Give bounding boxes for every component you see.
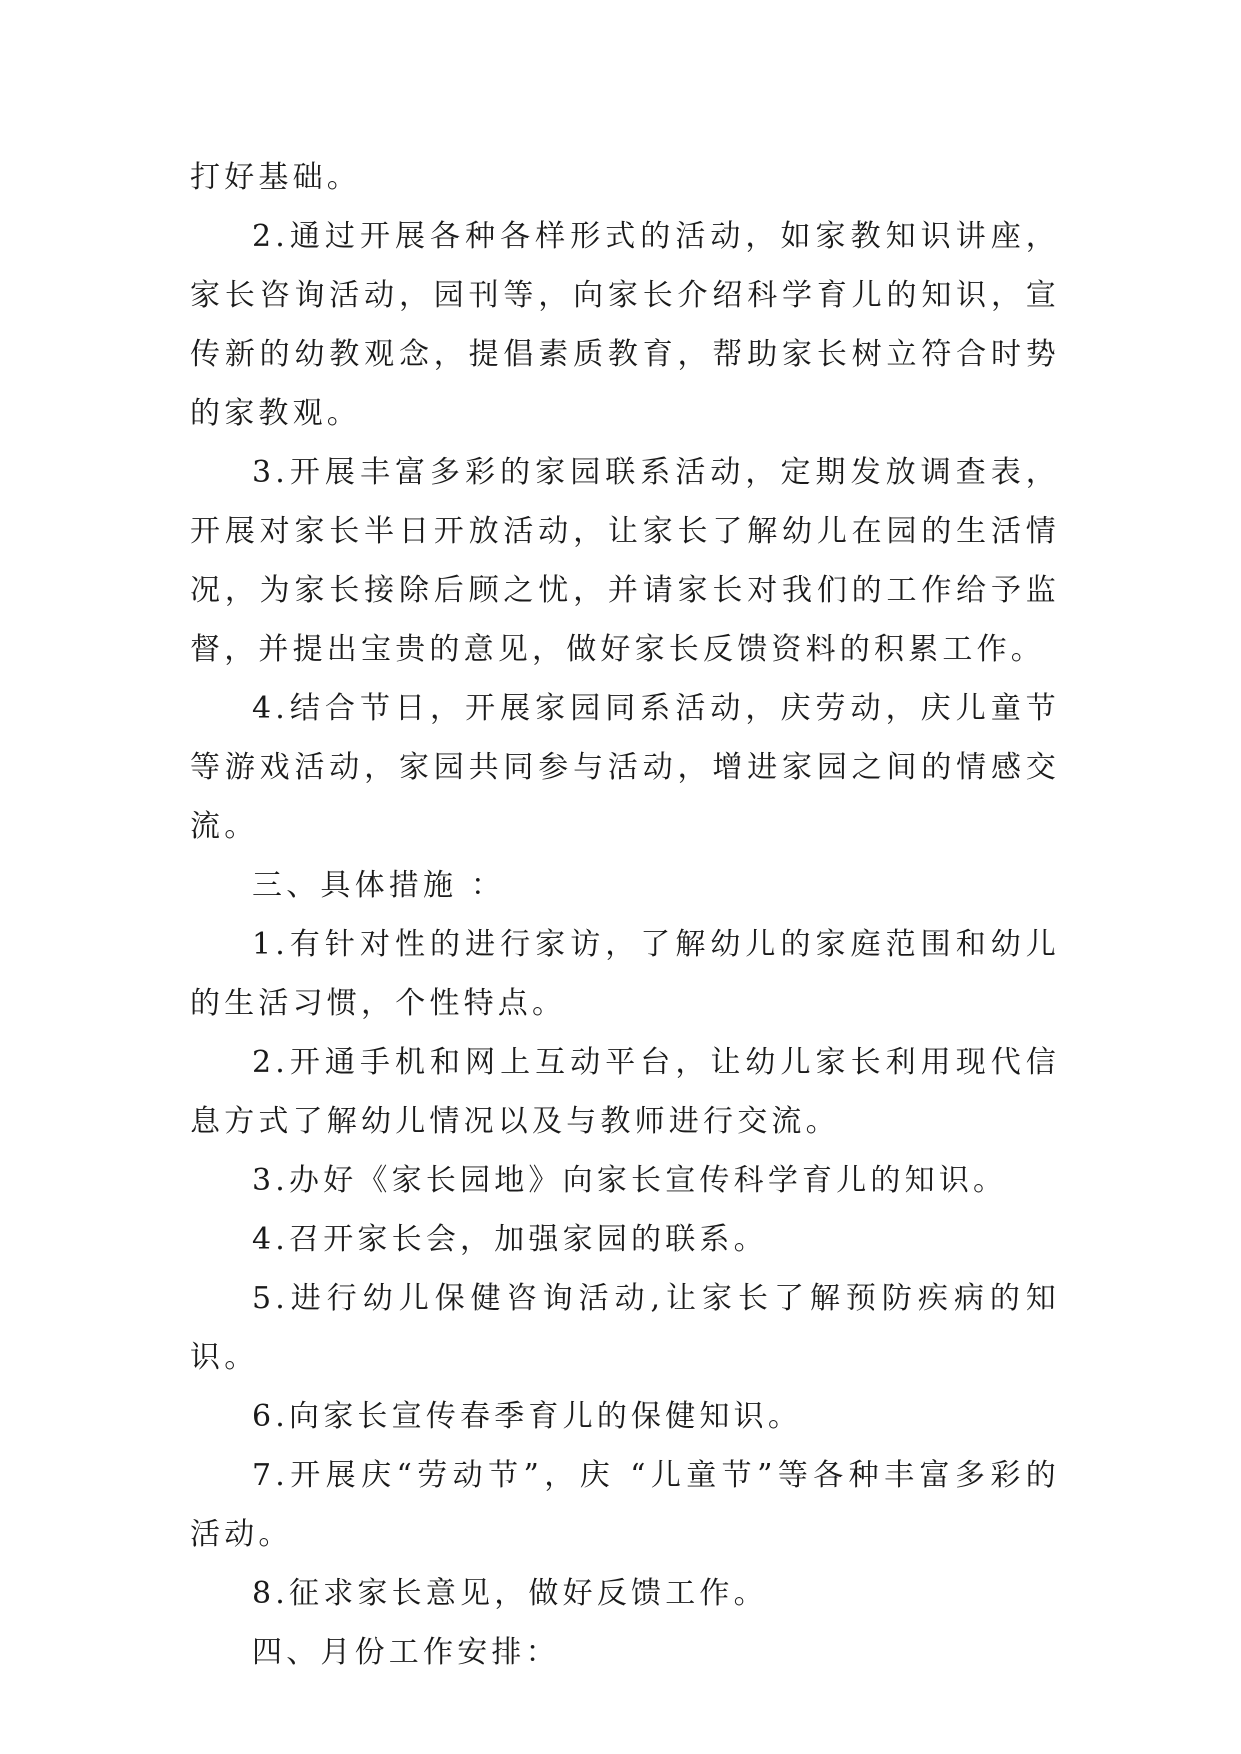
measure-item-1: 1.有针对性的进行家访，了解幼儿的家庭范围和幼儿的生活习惯，个性特点。 bbox=[190, 927, 1060, 1021]
measure-item-6: 6.向家长宣传春季育儿的保健知识。 bbox=[252, 1399, 803, 1434]
measure-item-4: 4.召开家长会，加强家园的联系。 bbox=[252, 1222, 768, 1257]
paragraph-3: 3.开展丰富多彩的家园联系活动，定期发放调查表，开展对家长半日开放活动，让家长了解幼儿在园的生活情况，为家长接除后顾之忧，并请家长对我们的工作给予监督，并提出宝贵的意见，做好家长反馈资料的积累工作。 bbox=[190, 455, 1060, 667]
measure-item-5: 5.进行幼儿保健咨询活动,让家长了解预防疾病的知识。 bbox=[190, 1281, 1060, 1375]
paragraph-4: 4.结合节日，开展家园同系活动，庆劳动，庆儿童节等游戏活动，家园共同参与活动，增进家园之间的情感交流。 bbox=[190, 691, 1060, 844]
measure-item-2: 2.开通手机和网上互动平台，让幼儿家长利用现代信息方式了解幼儿情况以及与教师进行交流。 bbox=[190, 1045, 1060, 1139]
measure-item-7: 7.开展庆“劳动节”，庆 “儿童节”等各种丰富多彩的活动。 bbox=[190, 1458, 1060, 1552]
paragraph-2: 2.通过开展各种各样形式的活动，如家教知识讲座，家长咨询活动，园刊等，向家长介绍科学育儿的知识，宣传新的幼教观念，提倡素质教育，帮助家长树立符合时势的家教观。 bbox=[190, 219, 1060, 431]
paragraph-1: 打好基础。 bbox=[190, 160, 361, 195]
measure-item-8: 8.征求家长意见，做好反馈工作。 bbox=[252, 1576, 768, 1611]
section-heading-monthly-plan: 四、月份工作安排： bbox=[252, 1635, 560, 1670]
measure-item-3: 3.办好《家长园地》向家长宣传科学育儿的知识。 bbox=[252, 1163, 1008, 1198]
section-heading-measures: 三、具体措施 ： bbox=[252, 868, 506, 903]
document-body bbox=[190, 148, 1060, 1682]
